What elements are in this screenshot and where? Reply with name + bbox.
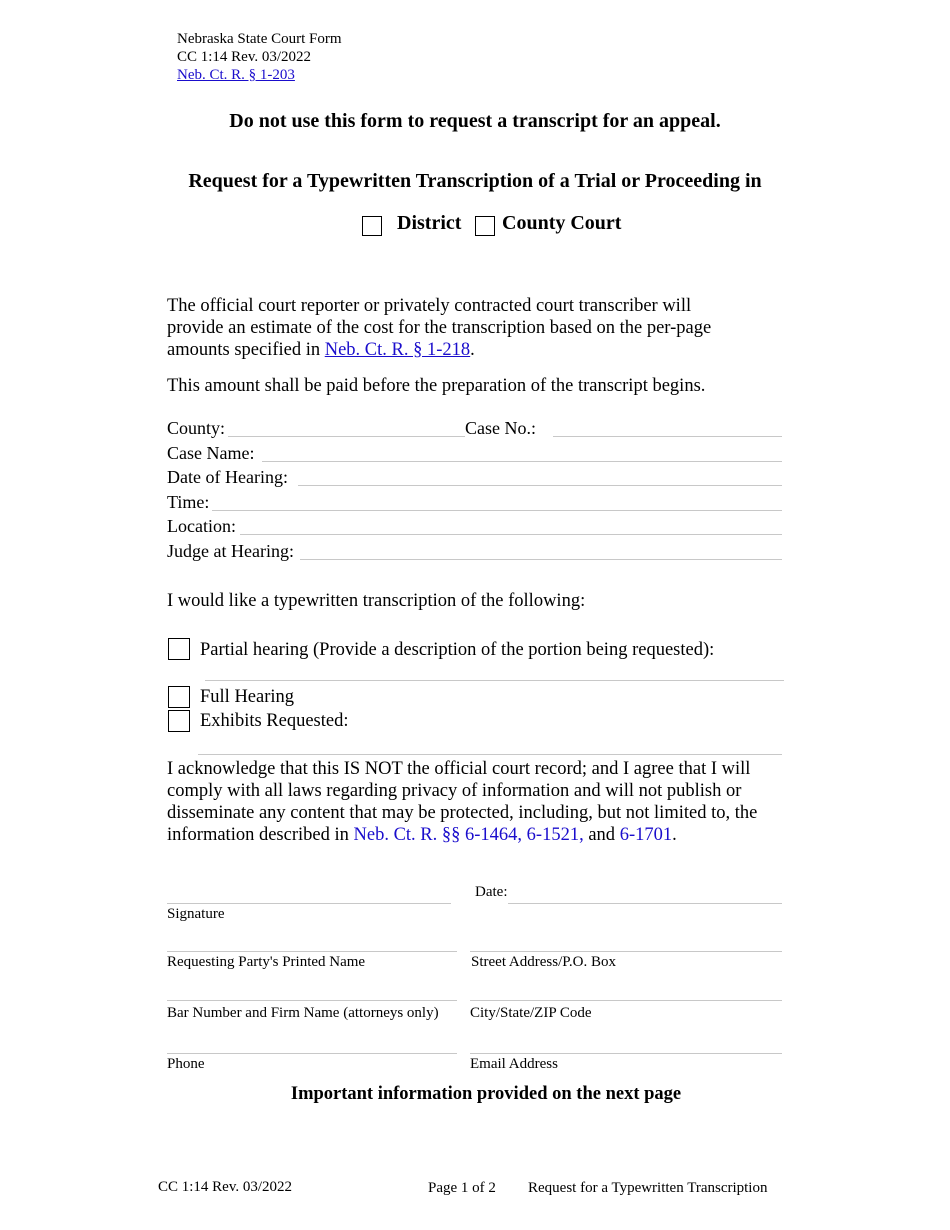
county-input-line[interactable] (228, 436, 465, 437)
county-court-checkbox[interactable] (475, 216, 495, 236)
district-checkbox[interactable] (362, 216, 382, 236)
partial-hearing-label: Partial hearing (Provide a description of the portion being requested): (200, 640, 715, 660)
exhibits-label: Exhibits Requested: (200, 711, 349, 731)
judge-label: Judge at Hearing: (167, 541, 294, 561)
acknowledgement-text: I acknowledge that this IS NOT the official court record; and I agree that I will comply with all laws regarding privacy of information and will not publish or disseminate any content that may be protected, including, but not limited to, the information described in (167, 759, 758, 845)
phone-input-line[interactable] (167, 1053, 457, 1054)
county-label: County: (167, 418, 226, 438)
time-label: Time: (167, 492, 210, 512)
street-input-line[interactable] (470, 951, 782, 952)
payment-note: This amount shall be paid before the preparation of the transcript begins. (167, 376, 706, 396)
cost-estimate-text: The official court reporter or privately contracted court transcriber will provide an estimate of the cost for the transcription based on the per-page amounts specified in (167, 296, 712, 360)
exhibits-description-line[interactable] (198, 754, 782, 755)
judge-input-line[interactable] (300, 559, 782, 560)
rule-6-1464-link[interactable]: Neb. Ct. R. §§ 6-1464, 6-1521, (353, 825, 584, 845)
time-input-line[interactable] (212, 510, 782, 511)
date-of-hearing-input-line[interactable] (298, 485, 782, 486)
date-label: Date: (475, 884, 508, 900)
exhibits-checkbox[interactable] (168, 710, 190, 732)
rule-6-1701-link[interactable]: 6-1701 (619, 825, 673, 845)
rule-1-218-link[interactable]: Neb. Ct. R. § 1-218 (324, 340, 471, 360)
footer-form-title: Request for a Typewritten Transcription (528, 1180, 768, 1196)
county-court-label: County Court (502, 212, 622, 234)
case-name-label: Case Name: (167, 443, 255, 463)
city-label: City/State/ZIP Code (470, 1005, 592, 1021)
acknowledgement-and: and (588, 825, 616, 845)
cost-estimate-period: . (470, 340, 475, 360)
printed-name-label: Requesting Party's Printed Name (167, 954, 366, 970)
acknowledgement-paragraph (167, 758, 767, 846)
case-name-input-line[interactable] (262, 461, 782, 462)
form-title: Request for a Typewritten Transcription of a Trial or Proceeding in (188, 170, 762, 192)
case-no-label: Case No.: (465, 418, 536, 438)
footer-page-number: Page 1 of 2 (428, 1180, 496, 1196)
signature-input-line[interactable] (167, 903, 451, 904)
next-page-note: Important information provided on the next page (290, 1084, 682, 1104)
location-input-line[interactable] (240, 534, 782, 535)
partial-description-line[interactable] (205, 680, 784, 681)
partial-hearing-checkbox[interactable] (168, 638, 190, 660)
district-label: District (397, 212, 462, 234)
footer-revision: CC 1:14 Rev. 03/2022 (158, 1179, 293, 1195)
location-label: Location: (167, 516, 236, 536)
appeal-warning: Do not use this form to request a transcript for an appeal. (229, 110, 721, 132)
case-no-input-line[interactable] (553, 436, 782, 437)
bar-firm-label: Bar Number and Firm Name (attorneys only) (167, 1005, 439, 1021)
form-name: Nebraska State Court Form (177, 31, 342, 47)
date-of-hearing-label: Date of Hearing: (167, 467, 288, 487)
rule-1-203-link[interactable]: Neb. Ct. R. § 1-203 (177, 67, 295, 83)
city-input-line[interactable] (470, 1000, 782, 1001)
cost-estimate-paragraph (167, 295, 727, 361)
full-hearing-label: Full Hearing (200, 687, 295, 707)
date-input-line[interactable] (508, 903, 782, 904)
street-label: Street Address/P.O. Box (471, 954, 617, 970)
email-label: Email Address (470, 1056, 558, 1072)
acknowledgement-period: . (672, 825, 677, 845)
signature-label: Signature (167, 906, 225, 922)
phone-label: Phone (167, 1056, 205, 1072)
form-revision: CC 1:14 Rev. 03/2022 (177, 49, 312, 65)
printed-name-input-line[interactable] (167, 951, 457, 952)
full-hearing-checkbox[interactable] (168, 686, 190, 708)
email-input-line[interactable] (470, 1053, 782, 1054)
request-intro: I would like a typewritten transcription of the following: (167, 591, 586, 611)
bar-firm-input-line[interactable] (167, 1000, 457, 1001)
